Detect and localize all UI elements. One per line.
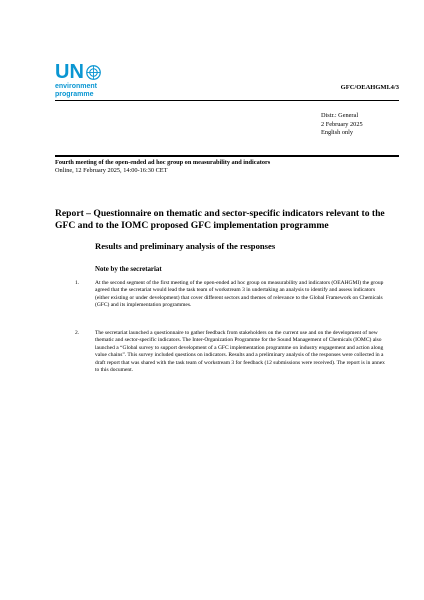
document-symbol: GFC/OEAHGMI.4/3 bbox=[340, 84, 399, 91]
meeting-rule bbox=[55, 155, 399, 157]
paragraph-number: 1. bbox=[75, 280, 80, 286]
paragraph-text: The secretariat launched a questionnaire to gather feedback from stakeholders on the current use and on the development of new thematic and sector-specific indicators. The Inter-Organization Programme for the Sound Management of Chemicals (IOMC) also launched a “Global survey to support development of a GFC implementation programme on industry engagement and action along value chains”. This survey included questions on indicators. Results and a preliminary analysis of the responses were collected in a draft report that was shared with the task team of workstream 3 for feedback (12 submissions were received). The report is in annex to this document. bbox=[95, 330, 385, 374]
logo-line-programme: programme bbox=[55, 91, 94, 98]
meeting-info bbox=[55, 159, 295, 174]
document-date: 2 February 2025 bbox=[321, 120, 363, 128]
meeting-title: Fourth meeting of the open-ended ad hoc group on measurability and indicators bbox=[55, 159, 271, 166]
language-text: English only bbox=[321, 129, 354, 137]
meeting-details: Online, 12 February 2025, 14:00-16:30 CET bbox=[55, 166, 168, 174]
un-globe-icon bbox=[86, 65, 101, 80]
paragraph-1 bbox=[75, 280, 385, 310]
distribution-block bbox=[321, 112, 363, 138]
note-heading: Note by the secretariat bbox=[95, 266, 162, 273]
logo-un-text: UN bbox=[55, 61, 84, 83]
unep-logo bbox=[55, 62, 115, 98]
distribution-text: Distr.: General bbox=[321, 112, 359, 119]
logo-line-environment: environment bbox=[55, 83, 98, 90]
header-rule bbox=[55, 100, 399, 101]
report-title: Report – Questionnaire on thematic and sector-specific indicators relevant to the GFC and to the IOMC proposed GFC implementation programme bbox=[55, 208, 385, 231]
paragraph-text: At the second segment of the first meeting of the open-ended ad hoc group on measurability and indicators (OEAHGMI) the group agreed that the secretariat would lead the task team of workstream 3 in undertaking an analysis to identify and assess indicators (either existing or under development) that cover different sectors and themes of relevance to the Global Framework on Chemicals (GFC) and its implementation programmes. bbox=[95, 280, 384, 309]
paragraph-number: 2. bbox=[75, 330, 80, 336]
paragraph-2 bbox=[75, 330, 385, 374]
report-subtitle: Results and preliminary analysis of the responses bbox=[95, 241, 276, 251]
